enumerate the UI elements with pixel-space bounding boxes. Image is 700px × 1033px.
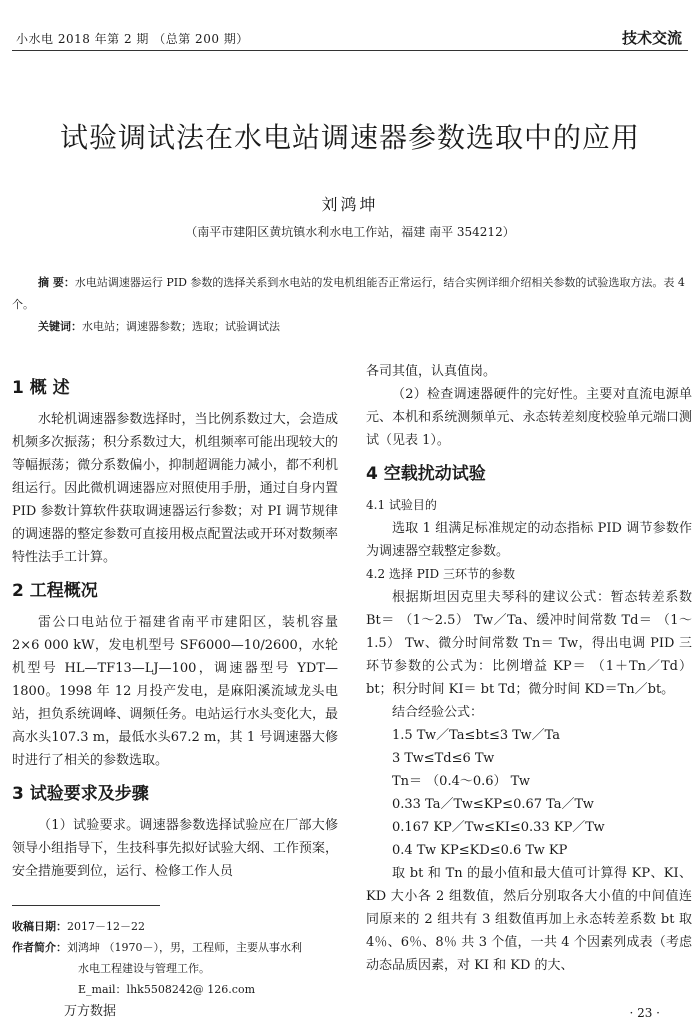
bio-text: 刘鸿坤 （1970－），男，工程师，主要从事水利 [67,941,302,954]
right-column [366,360,692,977]
paragraph: 取 bt 和 Tn 的最小值和最大值可计算得 KP、KI、KD 大小各 2 组数值，然后分别取各大小值的中间值连同原来的 2 组共有 3 组数值再加上永态转差系数 bt 取 4％、6％、8％ 共 3 个值，一共 4 个因素列成表（考虑动态品质因素，对 KI 和 KD 的大、 [366,866,692,973]
footnote [12,916,342,1000]
formula: 0.4 Tw KP≤KD≤0.6 Tw KP [392,843,568,858]
author: 刘鸿坤 [321,195,379,214]
formula: 3 Tw≤Td≤6 Tw [392,751,495,766]
watermark: 万方数据 [64,1004,117,1019]
affiliation: （南平市建阳区黄坑镇水利水电工作站，福建 南平 354212） [185,225,515,239]
subsection-heading: 4.2 选择 PID 三环节的参数 [366,567,515,581]
paragraph: 水轮机调速器参数选择时，当比例系数过大，会造成机频多次振荡；积分系数过大，机组频率可能出现较大的等幅振荡；微分系数偏小，抑制超调能力减小，都不利机组运行。因此微机调速器应对照使用手册，通过自身内置 PID 参数计算软件获取调速器运行参数；对 PI 调节规律的调速器的整定参数可直接用极点配置法或开环对数频率特性法手工计算。 [12,412,338,565]
subsection-heading: 4.1 试验目的 [366,498,437,512]
article-title: 试验调试法在水电站调速器参数选取中的应用 [59,121,640,154]
formula: 0.33 Ta／Tw≤KP≤0.67 Ta／Tw [392,797,594,812]
paragraph: （1）试验要求。调速器参数选择试验应在厂部大修领导小组指导下，生技科事先拟好试验大纲、工作预案，安全措施要到位，运行、检修工作人员 [12,818,338,879]
received-date: 2017－12－22 [67,920,145,933]
keywords-label: 关键词： [38,320,82,333]
paragraph: （2）检查调速器硬件的完好性。主要对直流电源单元、本机和系统测频单元、永态转差刻度校验单元端口测试（见表 1）。 [366,387,692,448]
email: E_mail：lhk5508242@ 126.com [78,983,256,996]
received-label: 收稿日期： [12,920,67,933]
paragraph: 结合经验公式： [392,705,484,720]
bio-label: 作者简介： [12,941,67,954]
left-column [12,366,338,883]
abstract [12,272,688,316]
paragraph: 选取 1 组满足标准规定的动态指标 PID 调节参数作为调速器空载整定参数。 [366,521,692,559]
section-heading-3: 3 试验要求及步骤 [12,784,149,804]
journal-header: 小水电 2018 年第 2 期 （总第 200 期） [16,32,249,46]
bio-text-cont: 水电工程建设与管理工作。 [78,962,210,975]
abstract-label: 摘 要： [38,276,75,289]
formula: 0.167 KP／Tw≤KI≤0.33 KP／Tw [392,820,605,835]
header-rule [12,50,688,51]
footnote-rule [12,905,160,906]
section-heading-2: 2 工程概况 [12,581,98,601]
paragraph: 根据斯坦因克里夫琴科的建议公式：暂态转差系数 Bt＝ （1～2.5） Tw／Ta、缓冲时间常数 Td＝ （1～1.5） Tw、微分时间常数 Tn＝ Tw，得出电调 PID 三环节参数的公式为：比例增益 KP＝ （1＋Tn／Td） bt；积分时间 KI＝ bt Td；微分时间 KD＝Tn／bt。 [366,590,692,697]
section-heading-4: 4 空载扰动试验 [366,464,486,484]
formula: Tn＝ （0.4～0.6） Tw [392,774,530,789]
abstract-text: 水电站调速器运行 PID 参数的选择关系到水电站的发电机组能否正常运行，结合实例详细介绍相关参数的试验选取方法。表 4 个。 [12,276,685,311]
keywords-text: 水电站；调速器参数；选取；试验调试法 [82,320,280,333]
formula: 1.5 Tw／Ta≤bt≤3 Tw／Ta [392,728,561,743]
paragraph: 雷公口电站位于福建省南平市建阳区，装机容量 2×6 000 kW，发电机型号 SF6000—10/2600，水轮机型号 HL—TF13—LJ—100，调速器型号 YDT—1800。1998 年 12 月投产发电，是麻阳溪流域龙头电站，担负系统调峰、调频任务。电站运行水头变化大，最高水头107.3 m，最低水头67.2 m，其 1 号调速器大修时进行了相关的参数选取。 [12,615,338,768]
keywords [38,318,280,334]
paragraph: 各司其值，认真值岗。 [366,364,497,379]
section-label: 技术交流 [621,29,682,47]
section-heading-1: 1 概 述 [12,378,70,398]
page-number: · 23 · [629,1006,660,1020]
